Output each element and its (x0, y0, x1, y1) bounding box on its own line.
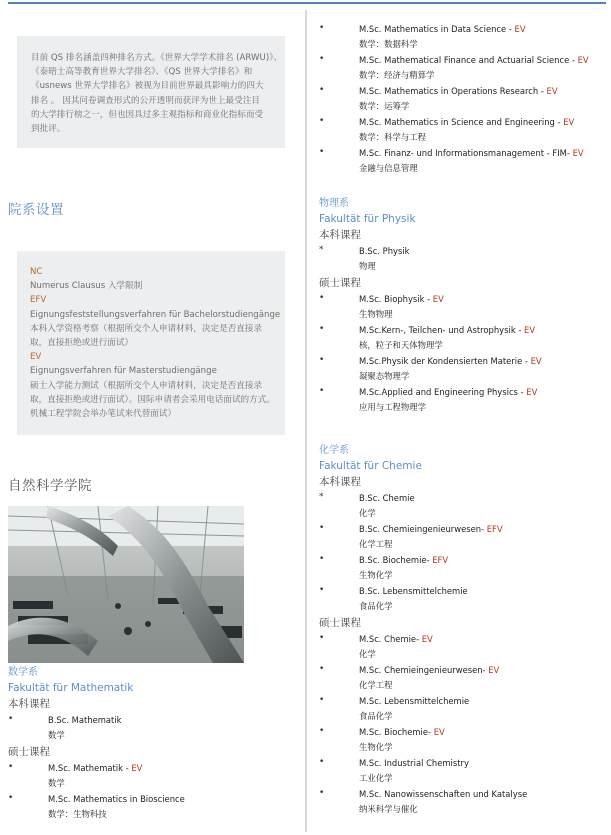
bullet-icon: • (319, 116, 325, 126)
program-name (359, 522, 604, 537)
program-name (359, 663, 604, 678)
program-name-cn: 工业化学 (359, 773, 393, 783)
faculty-name-cn: 物理系 (319, 198, 349, 209)
program-name (359, 244, 604, 259)
program-title: M.Sc. Mathematics in Science and Engineering - (359, 117, 564, 127)
intro-line: 到批评。 (31, 124, 66, 135)
bullet-icon: • (319, 85, 325, 95)
program-title: M.Sc. Mathematics in Operations Research - (359, 86, 547, 96)
atrium-slide-photo (8, 506, 244, 663)
program-name (48, 761, 298, 776)
program-name-cn: 金融与信息管理 (359, 163, 418, 173)
bullet-icon: • (319, 554, 325, 564)
program-title: M.Sc. Lebensmittelchemie (359, 696, 470, 706)
admission-tag: EV (546, 86, 558, 96)
program-name (359, 787, 604, 802)
program-name (359, 694, 604, 709)
bullet-icon: • (8, 714, 14, 724)
program-name-cn: 食品化学 (359, 711, 393, 721)
faculty-name-cn: 化学系 (319, 445, 349, 456)
degree-level: 硕士课程 (319, 617, 361, 629)
program-name-cn: 生物化学 (359, 570, 393, 580)
program-item (319, 22, 604, 52)
chemistry-faculty (319, 444, 604, 818)
degree-level: 本科课程 (319, 476, 361, 488)
admission-tag: EV (524, 325, 536, 335)
bullet-icon: • (8, 762, 14, 772)
program-item (319, 584, 604, 614)
bullet-icon: • (319, 23, 325, 33)
program-item (319, 292, 604, 322)
program-item (319, 53, 604, 83)
program-name-cn: 数学：运筹学 (359, 101, 410, 111)
program-name (359, 584, 604, 599)
top-rule (8, 2, 606, 4)
bullet-icon: • (319, 585, 325, 595)
faculty-name-de: Fakultät für Physik (319, 213, 416, 225)
program-name (359, 491, 604, 506)
intro-line: 《泰晤士高等教育世界大学排名》、《QS 世界大学排名》和 (31, 67, 253, 78)
program-title: M.Sc. Mathematics in Data Science - (359, 24, 515, 34)
program-item (8, 713, 298, 743)
program-item (8, 792, 298, 822)
program-name-cn: 数学：经济与精算学 (359, 70, 435, 80)
program-name (359, 22, 604, 37)
bullet-icon: • (319, 788, 325, 798)
program-title: M.Sc.Kern-, Teilchen- und Astrophysik - (359, 325, 525, 335)
program-title: M.Sc. Mathematik - (48, 763, 132, 773)
legend-abbreviation: EV (30, 352, 42, 363)
program-name-cn: 数学 (48, 778, 65, 788)
legend-line: 取，直接拒绝或进行面试）。国际申请者会采用电话面试的方式。 (30, 394, 275, 405)
program-name-cn: 生物化学 (359, 742, 393, 752)
program-item (319, 553, 604, 583)
program-name (359, 385, 604, 400)
program-item (8, 761, 298, 791)
intro-text (17, 36, 285, 136)
admission-tag: EFV (432, 555, 449, 565)
program-name-cn: 纳米科学与催化 (359, 804, 418, 814)
bullet-icon: * (319, 492, 324, 502)
degree-level: 本科课程 (319, 229, 361, 241)
program-title: M.Sc.Applied and Engineering Physics - (359, 387, 527, 397)
bullet-icon: • (319, 54, 325, 64)
program-name-cn: 化学工程 (359, 680, 393, 690)
program-name-cn: 数学：生物科技 (48, 809, 107, 819)
program-title: M.Sc. Nanowissenschaften und Katalyse (359, 789, 528, 799)
program-item (319, 725, 604, 755)
program-name-cn: 核，粒子和天体物理学 (359, 340, 443, 350)
program-item (319, 323, 604, 353)
program-name (359, 146, 604, 161)
program-name (359, 53, 604, 68)
admission-tag: EV (421, 634, 433, 644)
program-name-cn: 化学 (359, 649, 376, 659)
faculty-name-cn: 数学系 (8, 667, 38, 678)
faculty-name-de: Fakultät für Mathematik (8, 682, 134, 694)
program-title: M.Sc.Physik der Kondensierten Materie - (359, 356, 531, 366)
program-title: M.Sc. Chemieingenieurwesen- (359, 665, 489, 675)
program-name (359, 292, 604, 307)
program-item (319, 756, 604, 786)
program-title: M.Sc. Finanz- und Informationsmanagement - FIM- (359, 148, 573, 158)
bullet-icon: • (319, 355, 325, 365)
program-item (319, 522, 604, 552)
program-name-cn: 食品化学 (359, 601, 393, 611)
program-title: B.Sc. Chemieingenieurwesen- (359, 524, 487, 534)
admission-tag: EV (526, 387, 538, 397)
bullet-icon: • (319, 633, 325, 643)
bullet-icon: • (319, 147, 325, 157)
program-title: M.Sc. Mathematics in Bioscience (48, 794, 185, 804)
program-name (48, 792, 298, 807)
legend-line: Numerus Clausus 入学限制 (30, 281, 143, 292)
admission-tag: EV (433, 727, 445, 737)
admission-tag: EV (572, 148, 584, 158)
program-item (319, 354, 604, 384)
program-title: M.Sc. Chemie- (359, 634, 422, 644)
column-divider (305, 10, 307, 832)
intro-box (17, 36, 285, 148)
legend-line: 机械工程学院会举办笔试来代替面试） (30, 409, 177, 420)
legend-box (17, 251, 285, 435)
bullet-icon: • (8, 793, 14, 803)
program-item (319, 663, 604, 693)
program-name (359, 756, 604, 771)
degree-level: 硕士课程 (319, 277, 361, 289)
bullet-icon: • (319, 324, 325, 334)
program-name-cn: 化学 (359, 508, 376, 518)
bullet-icon: • (319, 664, 325, 674)
degree-level: 硕士课程 (8, 746, 50, 758)
program-name-cn: 数学 (48, 730, 65, 740)
program-title: B.Sc. Physik (359, 246, 410, 256)
program-title: B.Sc. Biochemie- (359, 555, 433, 565)
program-name-cn: 数学：科学与工程 (359, 132, 426, 142)
intro-line: 《usnews 世界大学排名》被视为目前世界最具影响力的四大 (31, 81, 264, 92)
admission-tag: EFV (486, 524, 503, 534)
program-name-cn: 数学：数据科学 (359, 39, 418, 49)
program-title: M.Sc. Biochemie- (359, 727, 434, 737)
legend-abbreviation: EFV (30, 295, 47, 306)
program-title: M.Sc. Mathematical Finance and Actuarial Science - (359, 55, 578, 65)
program-name-cn: 应用与工程物理学 (359, 402, 426, 412)
bullet-icon: • (319, 726, 325, 736)
admission-tag: EV (563, 117, 575, 127)
legend-line: 取，直接拒绝或进行面试） (30, 338, 134, 349)
program-item (319, 491, 604, 521)
admission-tag: EV (488, 665, 500, 675)
admission-tag: EV (514, 24, 526, 34)
program-item (319, 385, 604, 415)
program-item (319, 632, 604, 662)
program-name (359, 632, 604, 647)
school-heading: 自然科学学院 (8, 478, 92, 494)
program-name (359, 323, 604, 338)
program-item (319, 84, 604, 114)
program-name (359, 553, 604, 568)
legend-line: Eignungsfeststellungsverfahren für Bachelorstudiengänge (30, 309, 281, 320)
admission-tag: EV (577, 55, 589, 65)
intro-line: 的大学排行榜之一，但也因具过多主观指标和商业化指标而受 (31, 109, 264, 120)
math-master-continued (319, 22, 604, 177)
math-faculty (8, 666, 298, 823)
admission-tag: EV (432, 294, 444, 304)
admission-tag: EV (530, 356, 542, 366)
bullet-icon: • (319, 386, 325, 396)
bullet-icon: • (319, 523, 325, 533)
program-name (359, 725, 604, 740)
program-name (48, 713, 298, 728)
program-title: B.Sc. Lebensmittelchemie (359, 586, 468, 596)
legend-line: 本科入学资格考察（根据所交个人申请材料，决定是否直接录 (30, 323, 263, 334)
legend-line: 硕士入学能力测试（根据所交个人申请材料，决定是否直接录 (30, 380, 263, 391)
program-name (359, 115, 604, 130)
bullet-icon: • (319, 757, 325, 767)
legend-abbreviation: NC (30, 267, 43, 277)
program-title: M.Sc. Biophysik - (359, 294, 433, 304)
bullet-icon: • (319, 293, 325, 303)
bullet-icon: * (319, 245, 324, 255)
program-name-cn: 物理 (359, 261, 376, 271)
program-title: B.Sc. Mathematik (48, 715, 122, 725)
program-name (359, 354, 604, 369)
degree-level: 本科课程 (8, 698, 50, 710)
legend-line: Eignungsverfahren für Masterstudiengänge (30, 366, 217, 377)
program-item (319, 694, 604, 724)
program-item (319, 115, 604, 145)
intro-line: 排名 。 因其问卷调查形式的公开透明而获评为世上最受注目 (31, 95, 260, 106)
bullet-icon: • (319, 695, 325, 705)
program-item (319, 146, 604, 176)
program-item (319, 787, 604, 817)
admission-tag: EV (131, 763, 143, 773)
program-name-cn: 化学工程 (359, 539, 393, 549)
physics-faculty (319, 197, 604, 416)
dept-heading: 院系设置 (8, 202, 64, 218)
intro-line: 目前 QS 排名涵盖四种排名方式。《世界大学学术排名 (ARWU)》、 (31, 53, 283, 63)
program-name-cn: 生物物理 (359, 309, 393, 319)
program-item (319, 244, 604, 274)
legend-text (17, 251, 285, 421)
faculty-name-de: Fakultät für Chemie (319, 460, 422, 472)
program-name-cn: 凝聚态物理学 (359, 371, 410, 381)
program-title: B.Sc. Chemie (359, 493, 415, 503)
program-name (359, 84, 604, 99)
program-title: M.Sc. Industrial Chemistry (359, 758, 469, 768)
